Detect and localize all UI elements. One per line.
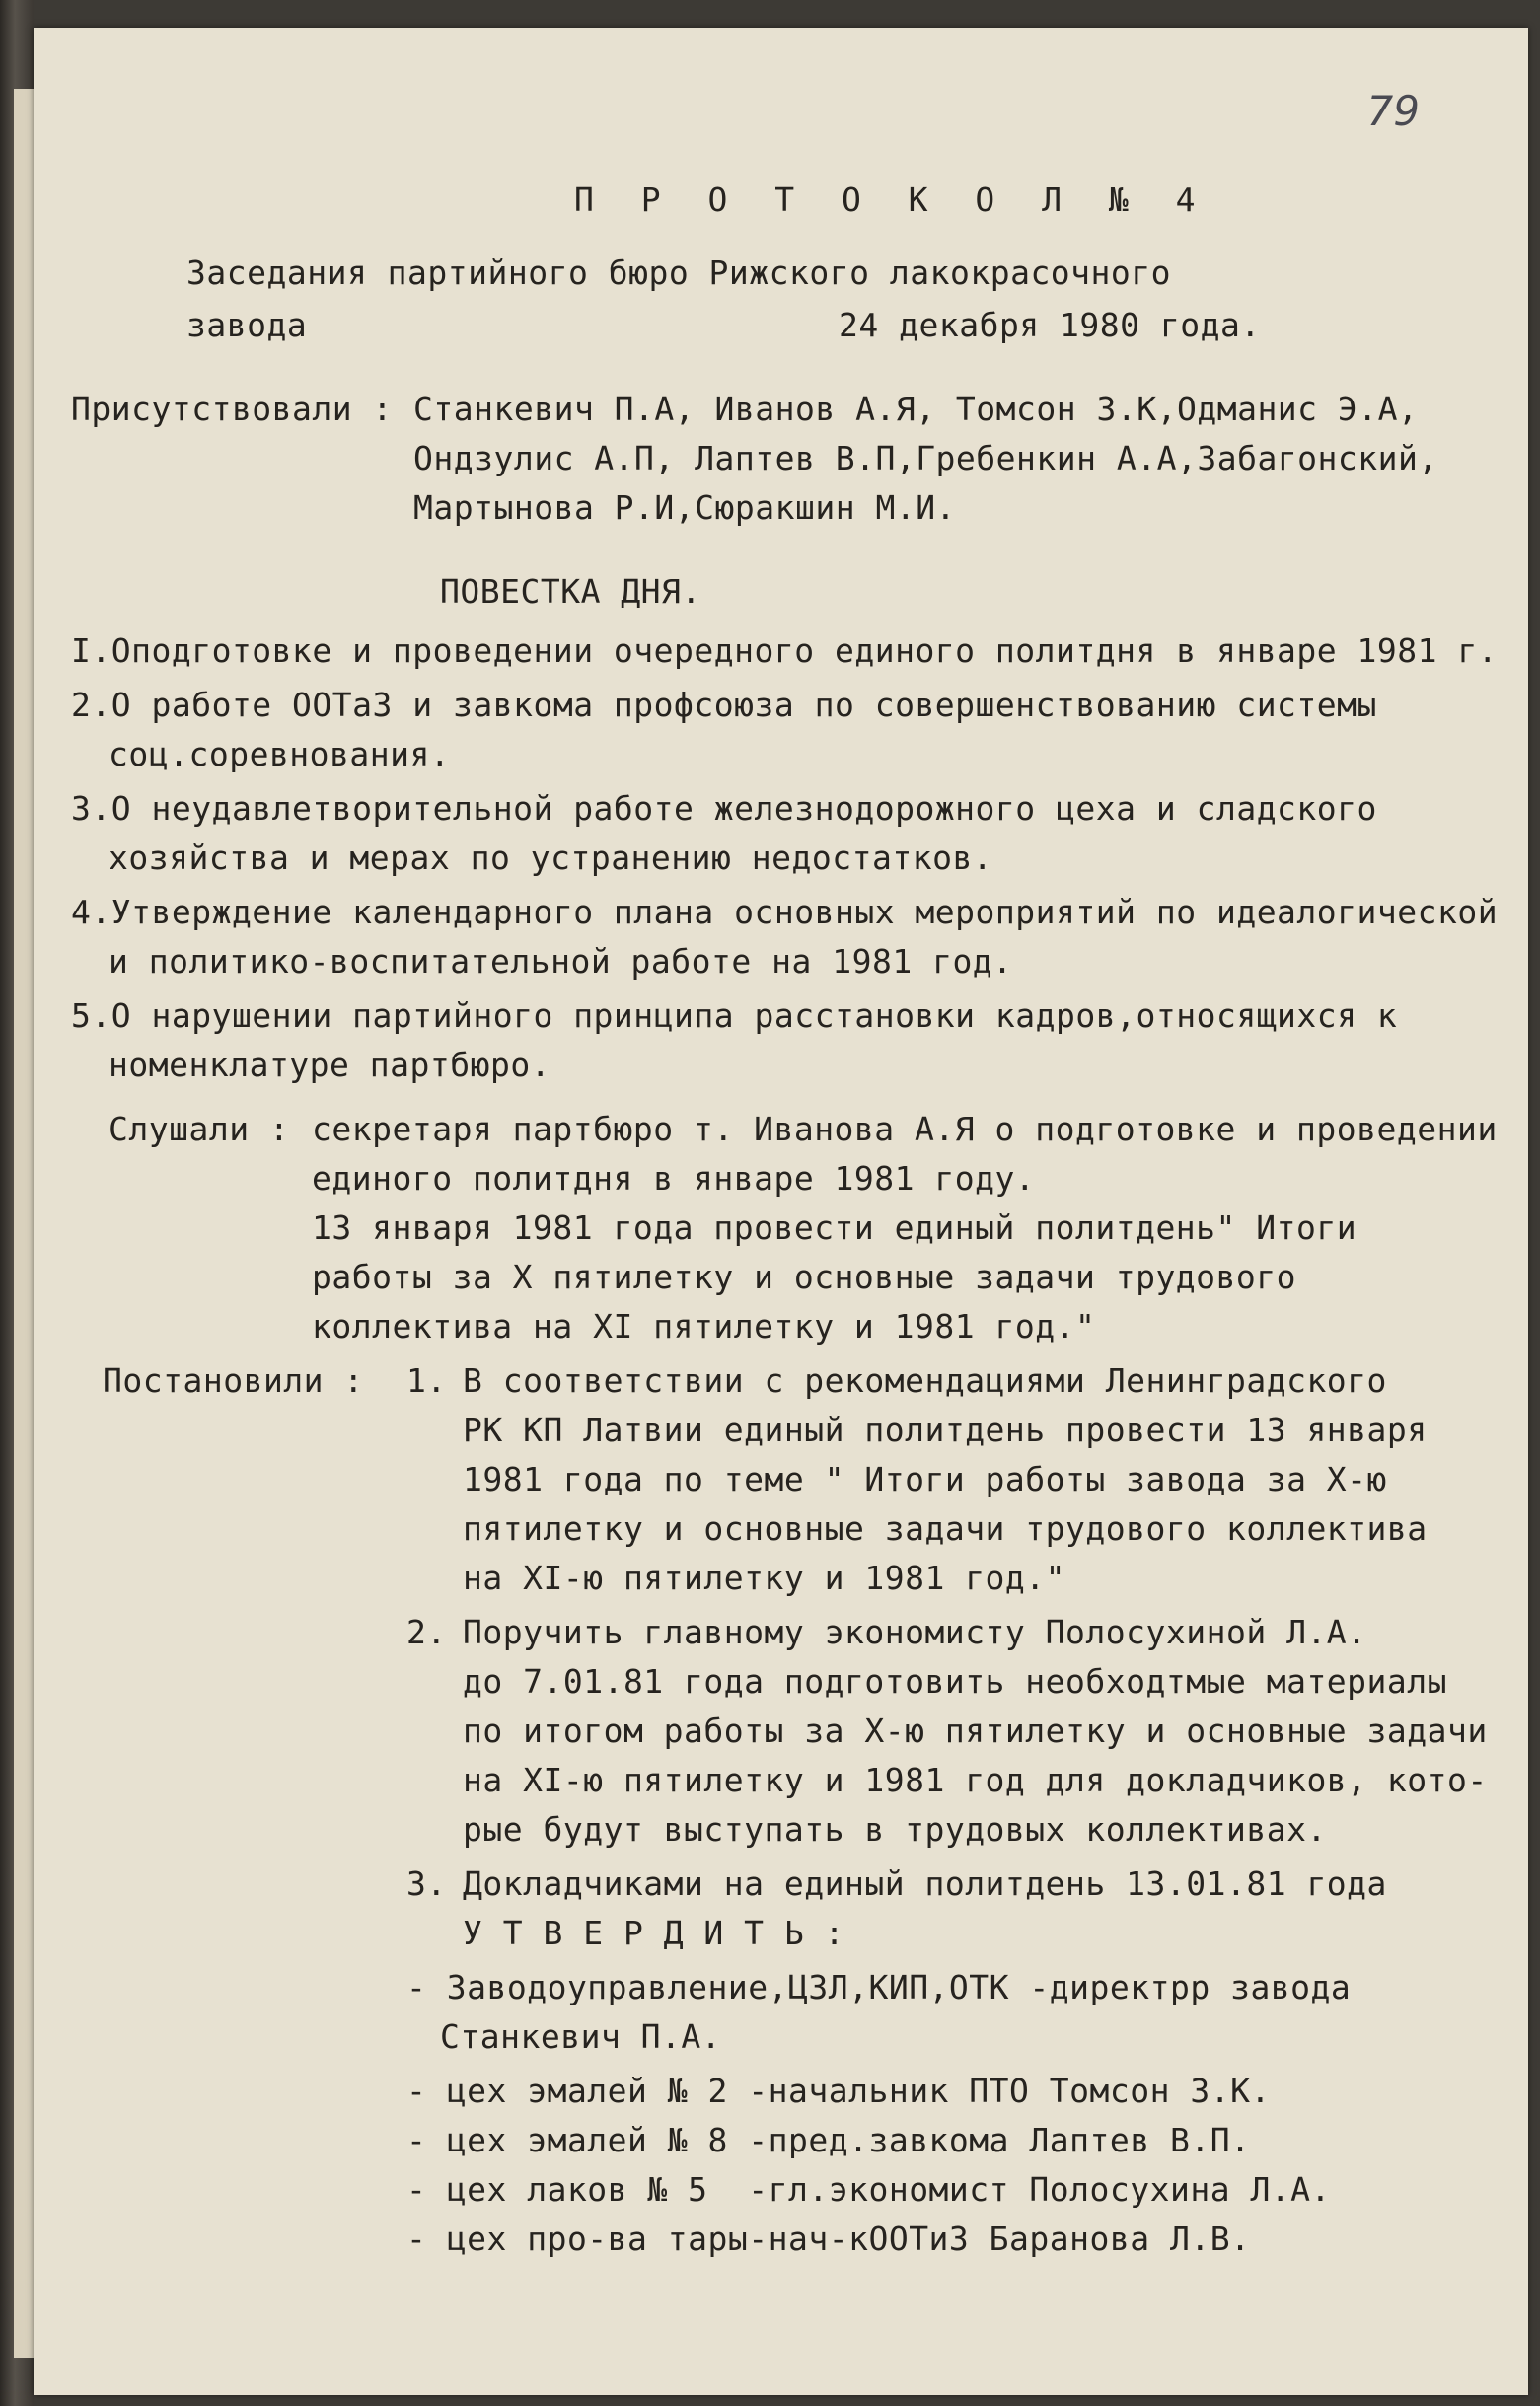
resolution-line: по итогом рабoты за Х-ю пятилетку и основные задачи: [463, 1712, 1488, 1750]
speaker-item: - цех про-ва тары-нач-кООТиЗ Баранова Л.В.: [406, 2220, 1251, 2258]
resolution-line: Поручить главному экономисту Полосухиной Л.А.: [463, 1613, 1367, 1651]
resolution-line: пятилетку и основные задачи трудового коллектива: [463, 1509, 1428, 1548]
document-page: [34, 28, 1528, 2395]
resolved-label: Постановили :: [103, 1361, 364, 1400]
resolution-line: 1981 года по теме " Итоги работы завода за Х-ю: [463, 1460, 1387, 1498]
protocol-title: П Р О Т О К О Л № 4: [574, 181, 1210, 219]
heard-line: работы за Х пятилетку и основные задачи трудового: [312, 1258, 1297, 1296]
speaker-item: - Заводоуправление,ЦЗЛ,КИП,ОТК -директрр завода: [406, 1968, 1352, 2006]
resolution-line: рые будут выступать в трудовых коллективах.: [463, 1810, 1327, 1849]
agenda-heading: ПОВЕСТКА ДНЯ.: [440, 572, 701, 611]
protocol-date: 24 декабря 1980 года.: [839, 306, 1261, 344]
resolution-line: В соответствии с рекомендациями Ленинградского: [463, 1361, 1387, 1400]
heard-line: 13 января 1981 года провести единый политдень" Итоги: [312, 1208, 1357, 1247]
agenda-item: 3.О неудавлетворительной работе железнодорожного цеха и сладского: [71, 789, 1377, 828]
agenda-item-cont: соц.соревнования.: [109, 735, 451, 773]
resolution-number: 2.: [406, 1613, 447, 1651]
speaker-item-cont: Станкевич П.А.: [440, 2017, 722, 2056]
heard-line: секретаря партбюро т. Иванова А.Я о подготовке и проведении: [312, 1110, 1498, 1148]
resolution-line: Докладчиками на единый политдень 13.01.81 года: [463, 1864, 1387, 1903]
resolution-line: на XI-ю пятилетку и 1981 год для докладчиков, кото-: [463, 1761, 1488, 1799]
resolution-number: 1.: [406, 1361, 447, 1400]
agenda-item: 5.О нарушении партийного принципа расстановки кадров,относящихся к: [71, 996, 1398, 1035]
protocol-subtitle-line1: Заседания партийного бюро Рижского лакокрасочного: [186, 254, 1172, 292]
attendance-line: Ондзулис А.П, Лаптев В.П,Гребенкин А.А,Забагонский,: [413, 439, 1438, 477]
approve-heading: У Т В Е Р Д И Т Ь :: [463, 1914, 844, 1952]
resolution-line: РК КП Латвии единый политдень провести 13 января: [463, 1411, 1428, 1449]
resolution-number: 3.: [406, 1864, 447, 1903]
agenda-item: 4.Утверждение календарного плана основных мероприятий по идеалогической: [71, 893, 1499, 931]
speaker-item: - цех лаков № 5 -гл.экономист Полосухина Л.А.: [406, 2170, 1331, 2209]
heard-line: коллектива на XI пятилетку и 1981 год.": [312, 1307, 1096, 1346]
folio-number: 79: [1366, 87, 1420, 135]
agenda-item: I.Оподготовке и проведении очередного единого политдня в январе 1981 г.: [71, 631, 1499, 670]
agenda-item-cont: хозяйства и мерах по устранению недостатков.: [109, 838, 993, 877]
speaker-item: - цех эмалей № 8 -пред.завкома Лаптев В.П.: [406, 2121, 1251, 2159]
agenda-item-cont: номенклатуре партбюро.: [109, 1046, 551, 1084]
heard-line: единого политдня в январе 1981 году.: [312, 1159, 1036, 1198]
resolution-line: на XI-ю пятилетку и 1981 год.": [463, 1559, 1066, 1597]
agenda-item: 2.О работе ООТаЗ и завкома профсоюза по совершенствованию системы: [71, 686, 1377, 724]
speaker-item: - цех эмалей № 2 -начальник ПТО Томсон З.К.: [406, 2072, 1271, 2110]
attendance-label: Присутствовали :: [71, 390, 393, 428]
agenda-item-cont: и политико-воспитательной работе на 1981 год.: [109, 942, 1013, 981]
attendance-line: Мартынова Р.И,Сюракшин М.И.: [413, 488, 956, 527]
attendance-line: Станкевич П.А, Иванов А.Я, Томсон З.К,Одманис Э.А,: [413, 390, 1419, 428]
protocol-subtitle-place: завода: [186, 306, 308, 344]
resolution-line: до 7.01.81 года подготовить необходтмые материалы: [463, 1662, 1448, 1701]
heard-label: Слушали :: [109, 1110, 290, 1148]
